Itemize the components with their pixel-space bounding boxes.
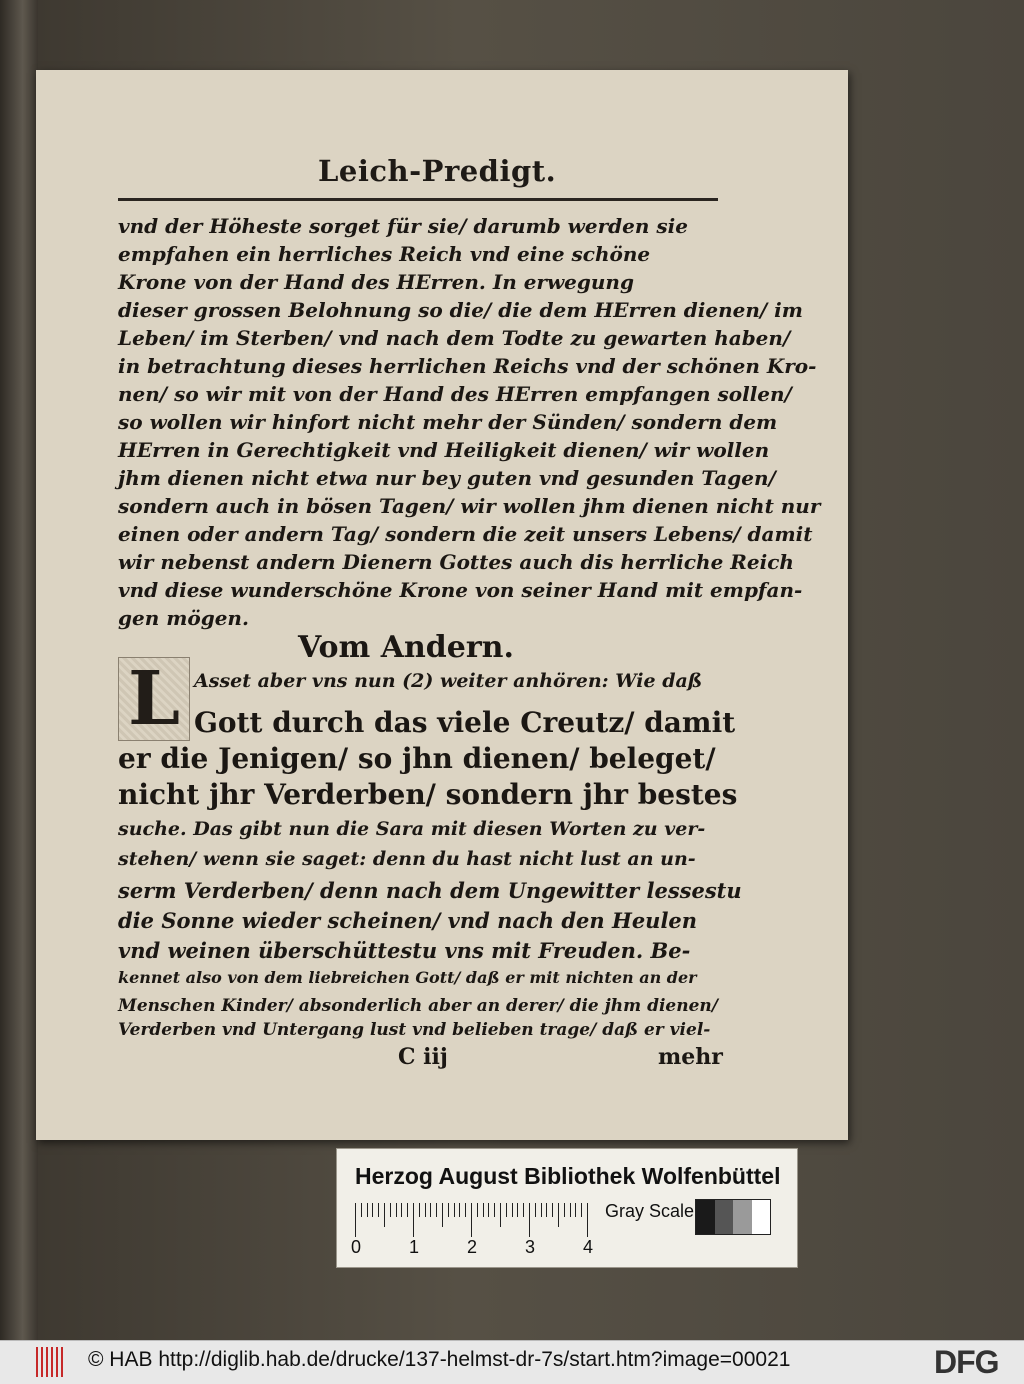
ruler-tick (575, 1203, 576, 1217)
body-line: vnd diese wunderschöne Krone von seiner Hand mit empfan- (118, 578, 803, 602)
body-line: Krone von der Hand des HErren. In erwegung (118, 270, 634, 294)
ruler-tick (390, 1203, 391, 1217)
body-line: vnd der Höheste sorget für sie/ darumb werden sie (118, 214, 688, 238)
ruler-tick (384, 1203, 385, 1227)
book-binding-edge (0, 0, 38, 1340)
ruler-tick (459, 1203, 460, 1217)
ruler-tick (488, 1203, 489, 1217)
ruler-tick (396, 1203, 397, 1217)
ruler-tick (581, 1203, 582, 1217)
section-line: Gott durch das viele Creutz/ damit (194, 706, 736, 739)
ruler-tick (471, 1203, 472, 1237)
section-line: Asset aber vns nun (2) weiter anhören: Wie daß (194, 670, 703, 692)
section-line: stehen/ wenn sie saget: denn du hast nicht lust an un- (118, 848, 696, 870)
ruler-tick (541, 1203, 542, 1217)
section-line: vnd weinen überschüttestu vns mit Freuden. Be- (118, 938, 691, 963)
body-line: gen mögen. (118, 606, 249, 630)
ruler-tick (448, 1203, 449, 1217)
ruler (355, 1203, 589, 1237)
hab-logo-icon (36, 1347, 66, 1377)
gray-swatch (696, 1200, 715, 1234)
section-line: nicht jhr Verderben/ sondern jhr bestes (118, 778, 738, 811)
section-line: er die Jenigen/ so jhn dienen/ beleget/ (118, 742, 716, 775)
ruler-tick (430, 1203, 431, 1217)
ruler-tick (523, 1203, 524, 1217)
ruler-number: 2 (467, 1237, 478, 1257)
ruler-tick (546, 1203, 547, 1217)
page-text-block (118, 140, 821, 1070)
ruler-tick (413, 1203, 414, 1237)
ruler-tick (454, 1203, 455, 1217)
catchword: mehr (658, 1044, 723, 1070)
body-line: so wollen wir hinfort nicht mehr der Sünden/ sondern dem (118, 410, 778, 434)
decorated-initial: L (118, 657, 190, 741)
ruler-tick (372, 1203, 373, 1217)
ruler-tick (517, 1203, 518, 1217)
body-line: empfahen ein herrliches Reich vnd eine schöne (118, 242, 651, 266)
body-line: nen/ so wir mit von der Hand des HErren empfangen sollen/ (118, 382, 792, 406)
section-line: die Sonne wieder scheinen/ vnd nach den Heulen (118, 908, 698, 933)
footer-url[interactable]: © HAB http://diglib.hab.de/drucke/137-helmst-dr-7s/start.htm?image=00021 (88, 1348, 791, 1371)
section-line: Verderben vnd Untergang lust vnd belieben trage/ daß er viel- (118, 1020, 711, 1040)
body-line: in betrachtung dieses herrlichen Reichs vnd der schönen Kro- (118, 354, 817, 378)
body-line: einen oder andern Tag/ sondern die zeit unsers Lebens/ damit (118, 522, 813, 546)
ruler-tick (483, 1203, 484, 1217)
ruler-tick (361, 1203, 362, 1217)
body-line: dieser grossen Belohnung so die/ die dem HErren dienen/ im (118, 298, 803, 322)
section-heading: Vom Andern. (298, 630, 514, 665)
signature-mark: C iij (398, 1044, 448, 1070)
body-line: HErren in Gerechtigkeit vnd Heiligkeit dienen/ wir wollen (118, 438, 770, 462)
ruler-number: 1 (409, 1237, 420, 1257)
ruler-tick (587, 1203, 588, 1237)
ruler-tick (535, 1203, 536, 1217)
library-name: Herzog August Bibliothek Wolfenbüttel (355, 1163, 781, 1189)
ruler-tick (355, 1203, 356, 1237)
ruler-number: 4 (583, 1237, 594, 1257)
ruler-tick (506, 1203, 507, 1217)
ruler-number: 3 (525, 1237, 536, 1257)
ruler-tick (401, 1203, 402, 1217)
ruler-tick (500, 1203, 501, 1227)
section-line: suche. Das gibt nun die Sara mit diesen Worten zu ver- (118, 818, 706, 840)
body-line: sondern auch in bösen Tagen/ wir wollen jhm dienen nicht nur (118, 494, 821, 518)
body-line: wir nebenst andern Dienern Gottes auch dis herrliche Reich (118, 550, 794, 574)
body-line: jhm dienen nicht etwa nur bey guten vnd gesunden Tagen/ (118, 466, 776, 490)
running-head: Leich-Predigt. (318, 154, 557, 188)
ruler-tick (477, 1203, 478, 1217)
dfg-logo: DFG (934, 1344, 999, 1380)
gray-scale-label: Gray Scale (605, 1201, 695, 1221)
ruler-tick (367, 1203, 368, 1217)
ruler-tick (407, 1203, 408, 1217)
gray-swatch (752, 1200, 771, 1234)
ruler-tick (558, 1203, 559, 1227)
ruler-tick (512, 1203, 513, 1217)
section-line: Menschen Kinder/ absonderlich aber an derer/ die jhm dienen/ (118, 996, 718, 1016)
section-line: kennet also von dem liebreichen Gott/ daß er mit nichten an der (118, 968, 697, 987)
section-line: serm Verderben/ denn nach dem Ungewitter lessestu (118, 878, 742, 903)
ruler-tick (465, 1203, 466, 1217)
gray-scale-bar (695, 1199, 771, 1235)
ruler-tick (552, 1203, 553, 1217)
ruler-tick (442, 1203, 443, 1227)
ruler-tick (436, 1203, 437, 1217)
ruler-tick (570, 1203, 571, 1217)
ruler-tick (494, 1203, 495, 1217)
ruler-number: 0 (351, 1237, 362, 1257)
ruler-tick (419, 1203, 420, 1217)
footer-bar (0, 1340, 1024, 1384)
color-scale-card (336, 1148, 798, 1268)
ruler-tick (425, 1203, 426, 1217)
ruler-tick (529, 1203, 530, 1237)
head-rule (118, 198, 718, 201)
body-line: Leben/ im Sterben/ vnd nach dem Todte zu gewarten haben/ (118, 326, 791, 350)
gray-swatch (715, 1200, 734, 1234)
ruler-tick (564, 1203, 565, 1217)
gray-swatch (733, 1200, 752, 1234)
book-page (36, 70, 848, 1140)
ruler-tick (378, 1203, 379, 1217)
